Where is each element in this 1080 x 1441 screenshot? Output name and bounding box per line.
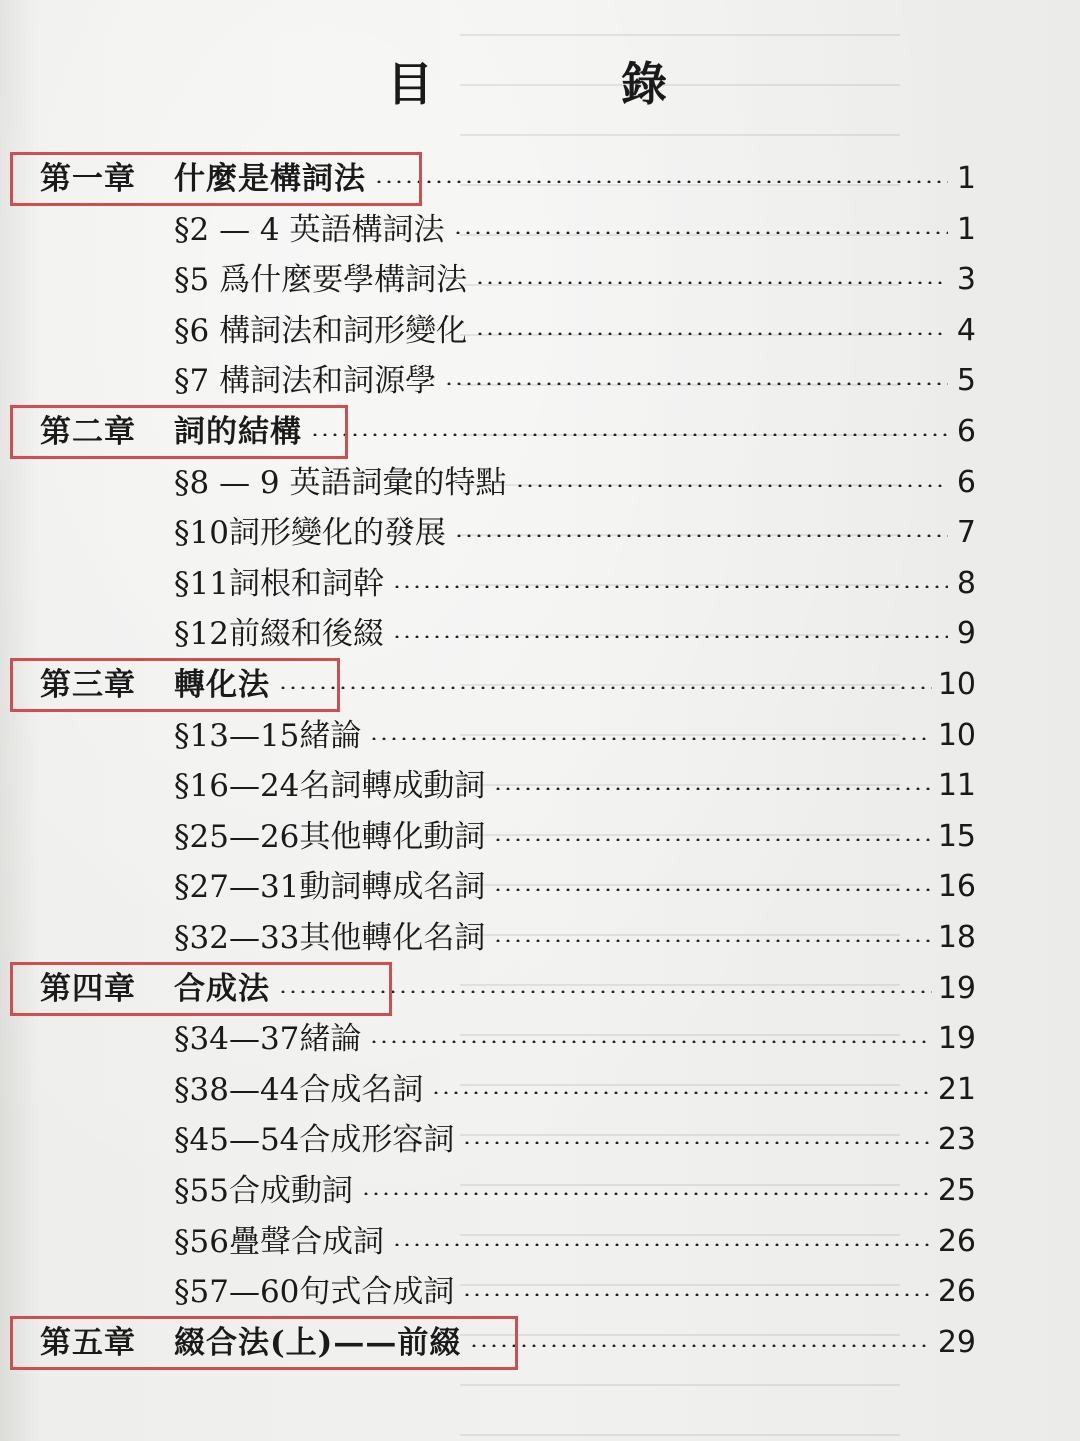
section-label: §6 構詞法和詞形變化 — [174, 313, 468, 349]
dot-leader — [431, 1091, 932, 1094]
section-label: §25—26其他轉化動詞 — [174, 819, 486, 855]
chapter-number: 第五章 — [40, 1325, 136, 1361]
dot-leader — [475, 332, 948, 335]
dot-leader — [462, 1293, 932, 1296]
section-label: §2 — 4 英語構詞法 — [174, 212, 445, 248]
section-label: §27—31動詞轉成名詞 — [174, 869, 486, 905]
section-row[interactable] — [0, 761, 1080, 811]
dot-leader — [392, 1243, 932, 1246]
page-number: 25 — [937, 1173, 976, 1208]
dot-leader — [475, 281, 948, 284]
section-label: §11詞根和詞幹 — [174, 566, 384, 602]
section-row[interactable] — [0, 559, 1080, 609]
section-label: §12前綴和後綴 — [174, 616, 384, 652]
page-number: 29 — [937, 1325, 976, 1360]
section-row[interactable] — [0, 1065, 1080, 1115]
section-row[interactable] — [0, 356, 1080, 406]
section-row[interactable] — [0, 1217, 1080, 1267]
dot-leader — [310, 433, 948, 436]
chapter-title: 詞的結構 — [174, 414, 302, 450]
dot-leader — [392, 635, 948, 638]
section-row[interactable] — [0, 205, 1080, 255]
dot-leader — [515, 484, 948, 487]
section-row[interactable] — [0, 862, 1080, 912]
section-row[interactable] — [0, 812, 1080, 862]
page-number: 11 — [937, 768, 976, 803]
chapter-title: 綴合法(上)——前綴 — [174, 1325, 462, 1361]
dot-leader — [469, 1344, 932, 1347]
section-label: §5 爲什麼要學構詞法 — [174, 262, 468, 298]
section-label: §8 — 9 英語詞彙的特點 — [174, 465, 507, 501]
page-number: 21 — [937, 1072, 976, 1107]
chapter-number: 第三章 — [40, 667, 136, 703]
page-number: 16 — [937, 869, 976, 904]
section-row[interactable] — [0, 1267, 1080, 1317]
section-row[interactable] — [0, 1166, 1080, 1216]
dot-leader — [278, 686, 932, 689]
section-label: §57—60句式合成詞 — [174, 1274, 455, 1310]
page-number: 18 — [937, 920, 976, 955]
section-label: §34—37緒論 — [174, 1021, 362, 1057]
section-label: §13—15緒論 — [174, 718, 362, 754]
section-label: §38—44合成名詞 — [174, 1072, 424, 1108]
dot-leader — [462, 1141, 932, 1144]
section-row[interactable] — [0, 306, 1080, 356]
page-number: 26 — [937, 1274, 976, 1309]
dot-leader — [493, 787, 932, 790]
section-row[interactable] — [0, 1115, 1080, 1165]
chapter-highlight-box — [10, 962, 392, 1016]
chapter-number: 第四章 — [40, 971, 136, 1007]
dot-leader — [361, 1192, 932, 1195]
dot-leader — [493, 838, 932, 841]
page-title: 目 錄 — [386, 57, 753, 111]
section-label: §16—24名詞轉成動詞 — [174, 768, 486, 804]
page-number: 19 — [937, 1021, 976, 1056]
section-label: §32—33其他轉化名詞 — [174, 920, 486, 956]
chapter-title: 什麼是構詞法 — [174, 161, 366, 197]
section-row[interactable] — [0, 609, 1080, 659]
section-row[interactable] — [0, 1014, 1080, 1064]
chapter-title: 轉化法 — [174, 667, 270, 703]
section-label: §56疊聲合成詞 — [174, 1224, 384, 1260]
page-number: 26 — [937, 1224, 976, 1259]
section-row[interactable] — [0, 508, 1080, 558]
dot-leader — [369, 1040, 932, 1043]
page-number: 19 — [937, 971, 976, 1006]
dot-leader — [454, 534, 948, 537]
page-number: 1 — [956, 212, 976, 247]
page-number: 6 — [956, 414, 976, 449]
chapter-highlight-box — [10, 405, 348, 459]
section-label: §55合成動詞 — [174, 1173, 353, 1209]
section-row[interactable] — [0, 711, 1080, 761]
section-label: §10詞形變化的發展 — [174, 515, 446, 551]
page-number: 10 — [937, 667, 976, 702]
dot-leader — [374, 180, 948, 183]
page-number: 5 — [956, 363, 976, 398]
page-number: 3 — [956, 262, 976, 297]
section-row[interactable] — [0, 255, 1080, 305]
page-number: 6 — [956, 465, 976, 500]
page-number: 1 — [956, 161, 976, 196]
chapter-highlight-box — [10, 1316, 518, 1370]
dot-leader — [392, 585, 948, 588]
section-row[interactable] — [0, 458, 1080, 508]
chapter-title: 合成法 — [174, 971, 270, 1007]
page-number: 7 — [956, 515, 976, 550]
dot-leader — [369, 737, 932, 740]
section-row[interactable] — [0, 913, 1080, 963]
dot-leader — [444, 382, 948, 385]
dot-leader — [453, 231, 948, 234]
chapter-highlight-box — [10, 658, 340, 712]
page-number: 4 — [956, 313, 976, 348]
chapter-number: 第二章 — [40, 414, 136, 450]
page-number: 15 — [937, 819, 976, 854]
section-label: §7 構詞法和詞源學 — [174, 363, 437, 399]
page-number: 10 — [937, 718, 976, 753]
page-number: 9 — [956, 616, 976, 651]
chapter-number: 第一章 — [40, 161, 136, 197]
dot-leader — [493, 939, 932, 942]
chapter-highlight-box — [10, 152, 422, 206]
page-number: 8 — [956, 566, 976, 601]
dot-leader — [493, 888, 932, 891]
section-label: §45—54合成形容詞 — [174, 1122, 455, 1158]
page-number: 23 — [937, 1122, 976, 1157]
